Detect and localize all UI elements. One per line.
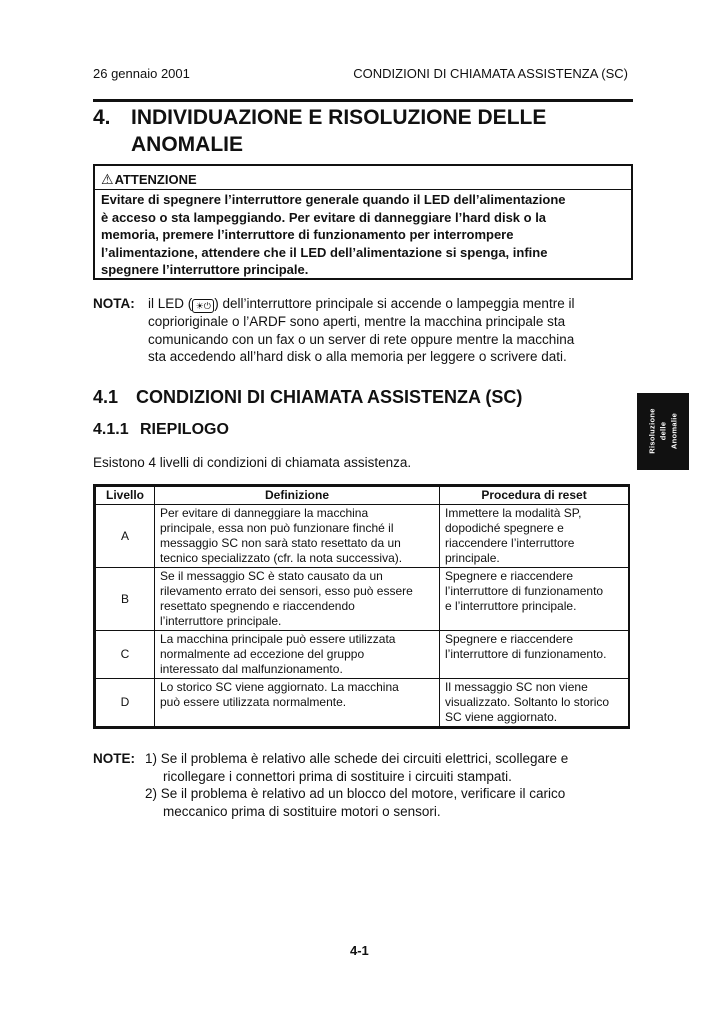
note-label: NOTE: — [93, 751, 135, 766]
reset-cell — [440, 568, 629, 631]
power-led-icon: ☀⏻ — [192, 299, 214, 313]
table-row — [96, 568, 629, 631]
table-row — [96, 631, 629, 679]
page-number: 4-1 — [350, 943, 369, 958]
reset-line: e l’interruttore principale. — [445, 599, 577, 613]
note-item-number: 1) — [145, 751, 158, 766]
definition-line: messaggio SC non sarà stato resettato da un — [160, 536, 401, 550]
reset-line: l’interruttore di funzionamento. — [445, 647, 607, 661]
header-section: CONDIZIONI DI CHIAMATA ASSISTENZA (SC) — [353, 66, 628, 81]
spacer — [160, 710, 434, 725]
chapter-title — [93, 104, 633, 158]
caution-box — [93, 164, 633, 280]
reset-line: principale. — [445, 551, 500, 565]
subsection-heading — [93, 421, 229, 439]
reset-line: dopodiché spegnere e — [445, 521, 564, 535]
header-date: 26 gennaio 2001 — [93, 66, 190, 81]
level-cell: D — [96, 679, 155, 727]
definition-line: resettato spegnendo e riaccendendo — [160, 599, 355, 613]
chapter-title-line1: INDIVIDUAZIONE E RISOLUZIONE DELLE — [131, 106, 547, 129]
nota-line: comunicando con un fax o un server di rete oppure mentre la macchina — [148, 331, 575, 347]
sc-levels-table — [93, 484, 630, 729]
note-item — [145, 785, 645, 820]
caution-line: l’alimentazione, attendere che il LED dell’alimentazione si spenga, infine — [101, 244, 548, 260]
section-title: CONDIZIONI DI CHIAMATA ASSISTENZA (SC) — [136, 387, 523, 407]
nota-line: sta accedendo all’hard disk o alla memoria per leggere o scrivere dati. — [148, 349, 567, 364]
definition-line: rilevamento errato dei sensori, esso può essere — [160, 584, 413, 598]
caution-separator — [95, 189, 631, 190]
section-number: 4.1 — [93, 387, 119, 407]
definition-line: Lo storico SC viene aggiornato. La macchina — [160, 680, 399, 694]
definition-line: La macchina principale può essere utilizzata — [160, 632, 396, 646]
reset-line: l’interruttore di funzionamento — [445, 584, 604, 598]
reset-line: visualizzato. Soltanto lo storico — [445, 695, 610, 709]
subsection-title: RIEPILOGO — [140, 421, 229, 438]
definition-line: può essere utilizzata normalmente. — [160, 695, 347, 709]
subsection-number: 4.1.1 — [93, 421, 129, 438]
table-header-row — [96, 487, 629, 505]
note-item-line: meccanico prima di sostituire motori o sensori. — [163, 803, 441, 819]
definition-line: Per evitare di danneggiare la macchina — [160, 506, 369, 520]
caution-line: spegnere l’interruttore principale. — [101, 262, 309, 277]
caution-body — [101, 191, 625, 279]
note-item — [145, 750, 645, 785]
side-tab — [637, 393, 689, 470]
chapter-title-line2: ANOMALIE — [131, 133, 243, 156]
level-cell: A — [96, 505, 155, 568]
definition-line: l’interruttore principale. — [160, 614, 282, 628]
definition-line: interessato dal malfunzionamento. — [160, 662, 343, 676]
note-item-line: Se il problema è relativo ad un blocco del motore, verificare il carico — [160, 786, 566, 801]
reset-line: SC viene aggiornato. — [445, 710, 558, 724]
side-tab-line: delle — [658, 421, 668, 441]
caution-line: memoria, premere l’interruttore di funzionamento per interrompere — [101, 227, 514, 242]
reset-cell — [440, 505, 629, 568]
definition-cell — [155, 679, 440, 727]
note-item-number: 2) — [145, 786, 158, 801]
caution-title — [101, 171, 197, 188]
table-row — [96, 505, 629, 568]
caution-line: Evitare di spegnere l’interruttore generale quando il LED dell’alimentazione — [101, 192, 566, 207]
reset-line: Il messaggio SC non viene — [445, 680, 588, 694]
definition-line: Se il messaggio SC è stato causato da un — [160, 569, 383, 583]
caution-line: è acceso o sta lampeggiando. Per evitare di danneggiare l’hard disk o la — [101, 209, 547, 225]
nota-pre: il LED ( — [148, 296, 193, 311]
warning-triangle-icon: ⚠ — [101, 171, 114, 187]
nota-label: NOTA: — [93, 296, 135, 311]
nota-text — [148, 295, 628, 366]
note-item-line: ricollegare i connettori prima di sostituire i circuiti stampati. — [163, 768, 512, 784]
table-row — [96, 679, 629, 727]
definition-cell — [155, 631, 440, 679]
reset-line: Spegnere e riaccendere — [445, 632, 574, 646]
definition-line: tecnico specializzato (cfr. la nota successiva). — [160, 551, 403, 565]
level-cell: C — [96, 631, 155, 679]
col-header-definition: Definizione — [155, 487, 440, 505]
definition-cell — [155, 505, 440, 568]
header-rule — [93, 99, 633, 102]
col-header-level: Livello — [96, 487, 155, 505]
definition-line: normalmente ad eccezione del gruppo — [160, 647, 365, 661]
definition-line: principale, essa non può funzionare finché il — [160, 521, 394, 535]
side-tab-label — [647, 408, 680, 453]
note-item-line: Se il problema è relativo alle schede dei circuiti elettrici, scollegare e — [160, 751, 569, 766]
col-header-reset: Procedura di reset — [440, 487, 629, 505]
reset-line: Spegnere e riaccendere — [445, 569, 574, 583]
nota-line: coprioriginale o l’ARDF sono aperti, mentre la macchina principale sta — [148, 314, 566, 329]
reset-line: Immettere la modalità SP, — [445, 506, 582, 520]
side-tab-line: Anomalie — [669, 412, 679, 450]
definition-cell — [155, 568, 440, 631]
reset-line: riaccendere l’interruttore — [445, 536, 575, 550]
reset-cell — [440, 631, 629, 679]
level-cell: B — [96, 568, 155, 631]
side-tab-line: Risoluzione — [647, 408, 657, 454]
chapter-number: 4. — [93, 106, 111, 129]
intro-text: Esistono 4 livelli di condizioni di chiamata assistenza. — [93, 455, 412, 470]
section-heading — [93, 387, 522, 408]
caution-title-text: ATTENZIONE — [114, 172, 197, 187]
reset-cell — [440, 679, 629, 727]
nota-post: ) dell’interruttore principale si accende o lampeggia mentre il — [214, 296, 575, 311]
